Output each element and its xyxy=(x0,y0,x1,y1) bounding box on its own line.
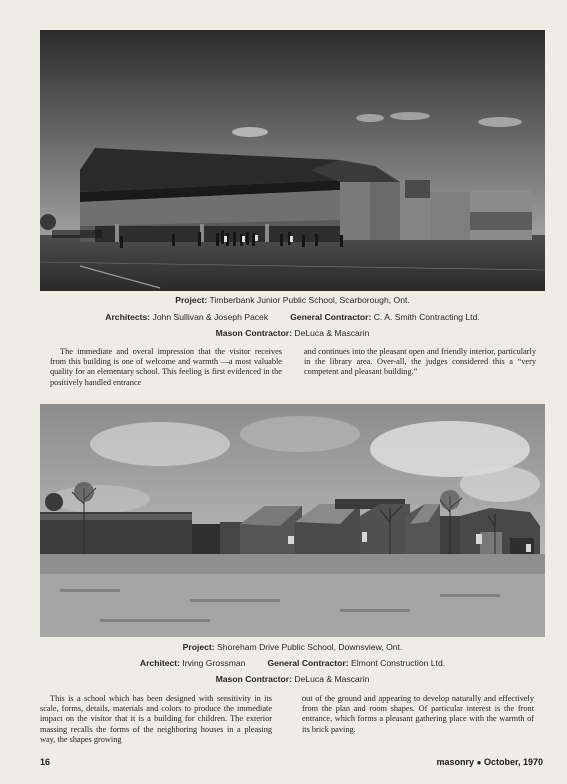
project-name: Shoreham Drive Public School, Downsview, Ont. xyxy=(217,642,403,652)
publication-footer xyxy=(437,757,543,767)
mason-line-1 xyxy=(40,328,545,338)
project-label: Project: xyxy=(175,295,208,305)
article2-text-left: This is a school which has been designed with sensitivity in its scale, forms, details, materials and colors to produce the immediate impact on the visitor that it is a building for children. The exterior massing recalls the forms of the neighboring houses in a pleasing way, the shapes growing xyxy=(40,694,272,744)
mason-contractor-label: Mason Contractor: xyxy=(215,328,292,338)
general-contractor-credit xyxy=(290,312,480,322)
issue-date: October, 1970 xyxy=(483,757,543,767)
credits-line-1 xyxy=(40,312,545,322)
article1-text-right: and continues into the pleasant open and friendly interior, particularly in the library area. Over-all, the judges considered this a “very competent and pleasant building.” xyxy=(304,347,536,377)
separator-dot: ● xyxy=(476,758,482,767)
architect-label: Architect: xyxy=(139,658,180,668)
project-name: Timberbank Junior Public School, Scarborough, Ont. xyxy=(209,295,410,305)
project-line-2 xyxy=(40,642,545,652)
architect-credit xyxy=(140,658,246,668)
general-contractor-credit xyxy=(267,658,445,668)
project-line-1 xyxy=(40,295,545,305)
architects-label: Architects: xyxy=(105,312,151,322)
page-number: 16 xyxy=(40,757,51,767)
credits-line-2 xyxy=(40,658,545,668)
mason-line-2 xyxy=(40,674,545,684)
mason-contractor-name: DeLuca & Mascarin xyxy=(294,328,370,338)
general-contractor-name: C. A. Smith Contracting Ltd. xyxy=(373,312,480,322)
general-contractor-label: General Contractor: xyxy=(290,312,372,322)
architects-credit xyxy=(105,312,268,322)
timberbank-school-photo xyxy=(40,30,545,291)
architects-names: John Sullivan & Joseph Pacek xyxy=(152,312,269,322)
architect-name: Irving Grossman xyxy=(182,658,246,668)
mason-contractor-label: Mason Contractor: xyxy=(215,674,292,684)
publication-name: masonry xyxy=(436,757,475,767)
article2-text-right: out of the ground and appearing to develop naturally and effectively from the plan and room shapes. Of particular interest is the front entrance, which forms a pleasant gathering place with the warmth of its brick paving. xyxy=(302,694,534,734)
shoreham-school-photo xyxy=(40,404,545,637)
general-contractor-name: Elmont Construction Ltd. xyxy=(351,658,446,668)
article1-text-left: The immediate and overal impression that the visitor receives from this building is one of welcome and warmth —a most valuable quality for an elementary school. This feeling is first evidenced in the positively handled entrance xyxy=(50,347,282,387)
general-contractor-label: General Contractor: xyxy=(267,658,349,668)
mason-contractor-name: DeLuca & Mascarin xyxy=(294,674,370,684)
project-label: Project: xyxy=(182,642,215,652)
